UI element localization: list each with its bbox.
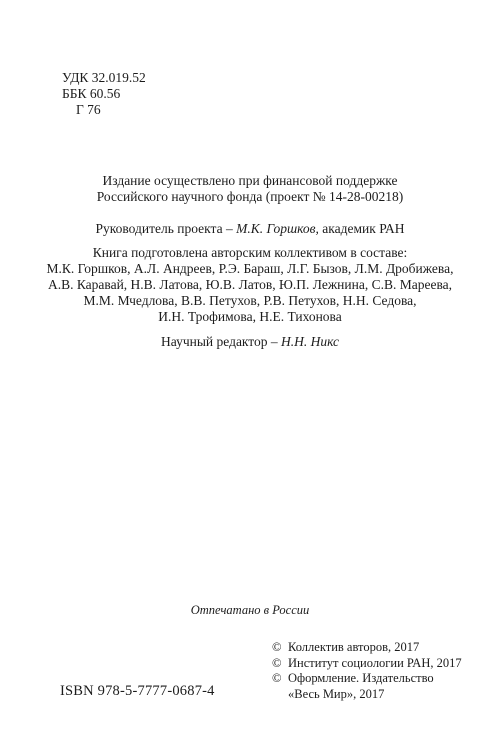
leader-prefix: Руководитель проекта –	[95, 221, 233, 236]
copyright-line: Оформление. Издательство	[288, 671, 434, 685]
authors-intro: Книга подготовлена авторским коллективом в составе:	[92, 245, 408, 260]
classification-codes	[62, 70, 146, 118]
leader-name: М.К. Горшков,	[236, 221, 319, 236]
funding-line-2: Российского научного фонда (проект № 14-28-00218)	[96, 189, 404, 204]
copyright-block	[272, 640, 462, 702]
udk-code: УДК 32.019.52	[62, 70, 146, 85]
funding-line-1: Издание осуществлено при финансовой поддержке	[102, 173, 398, 188]
copyright-line: Коллектив авторов, 2017	[288, 640, 420, 654]
authors-line: А.В. Каравай, Н.В. Латова, Ю.В. Латов, Ю.П. Лежнина, С.В. Мареева,	[47, 277, 453, 292]
printed-in-russia: Отпечатано в России	[190, 603, 310, 617]
copyright-icon: ©	[272, 671, 282, 685]
copyright-line: «Весь Мир», 2017	[288, 686, 385, 701]
authors-list	[40, 245, 460, 325]
authors-line: М.К. Горшков, А.Л. Андреев, Р.Э. Бараш, Л.Г. Бызов, Л.М. Дробижева,	[46, 261, 454, 276]
isbn-number: ISBN 978-5-7777-0687-4	[60, 683, 215, 699]
editor-name: Н.Н. Никс	[281, 334, 339, 349]
authors-line: М.М. Мчедлова, В.В. Петухов, Р.В. Петухов, Н.Н. Седова,	[83, 293, 417, 308]
copyright-icon: ©	[272, 655, 282, 670]
editor-prefix: Научный редактор –	[161, 334, 278, 349]
scientific-editor	[40, 334, 460, 350]
copyright-icon: ©	[272, 640, 282, 654]
project-leader	[40, 221, 460, 237]
copyright-line: Институт социологии РАН, 2017	[288, 655, 462, 670]
bbk-code: ББК 60.56	[62, 86, 121, 101]
author-mark: Г 76	[76, 102, 101, 117]
leader-title: академик РАН	[322, 221, 405, 236]
funding-note	[40, 173, 460, 205]
authors-line: И.Н. Трофимова, Н.Е. Тихонова	[158, 309, 342, 324]
